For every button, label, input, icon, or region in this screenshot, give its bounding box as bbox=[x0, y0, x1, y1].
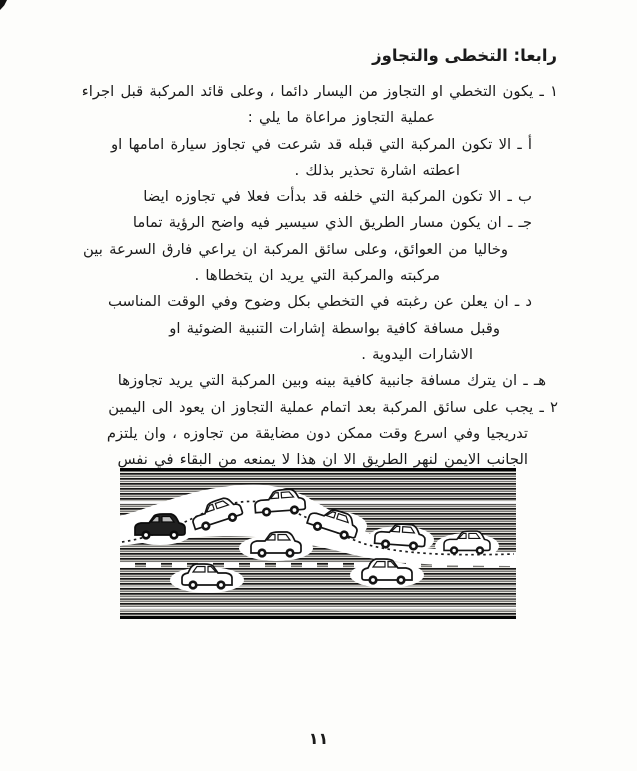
road-overtaking-illustration bbox=[120, 468, 516, 619]
text-line: د ـ ان يعلن عن رغبته في التخطي بكل وضوح وفي الوقت المناسب bbox=[107, 293, 532, 311]
text-line: مركبته والمركبة التي يريد ان يتخطاها . bbox=[194, 267, 440, 285]
text-line: جـ ـ ان يكون مسار الطريق الذي سيسير فيه واضح الرؤية تماما bbox=[132, 214, 532, 232]
text-line: اعطته اشارة تحذير بذلك . bbox=[294, 161, 460, 179]
text-line: ١ ـ يكون التخطي او التجاوز من اليسار دائما ، وعلى قائد المركبة قبل اجراء bbox=[81, 83, 558, 100]
road-bottom-edge-line bbox=[120, 607, 516, 610]
text-line: أ ـ الا تكون المركبة التي قبله قد شرعت في تجاوز سيارة امامها او bbox=[111, 135, 532, 153]
text-line: عملية التجاوز مراعاة ما يلي : bbox=[247, 109, 435, 127]
page-number: ١١ bbox=[308, 729, 329, 748]
text-line: تدريجيا وفي اسرع وقت ممكن دون مضايقة من تجاوزه ، وان يلتزم bbox=[106, 424, 528, 442]
section-title: رابعا: التخطى والتجاوز bbox=[372, 46, 557, 65]
scan-corner-mark bbox=[0, 0, 7, 10]
text-line: ٢ ـ يجب على سائق المركبة بعد اتمام عملية التجاوز ان يعود الى اليمين bbox=[108, 398, 558, 416]
text-line: هـ ـ ان يترك مسافة جانبية كافية بينه وبين المركبة التي يريد تجاوزها bbox=[117, 372, 546, 390]
text-line: ب ـ الا تكون المركبة التي خلفه قد بدأت فعلا في تجاوزه ايضا bbox=[143, 188, 532, 206]
text-line: الجانب الايمن لنهر الطريق الا ان هذا لا يمنعه من البقاء في نفس bbox=[117, 451, 528, 469]
body-text bbox=[82, 79, 558, 473]
text-line: وقبل مسافة كافية بواسطة إشارات التنبية الضوئية او bbox=[169, 319, 500, 337]
text-line: الاشارات اليدوية . bbox=[361, 345, 473, 363]
text-line: وخاليا من العوائق، وعلى سائق المركبة ان يراعي فارق السرعة بين bbox=[83, 240, 508, 258]
